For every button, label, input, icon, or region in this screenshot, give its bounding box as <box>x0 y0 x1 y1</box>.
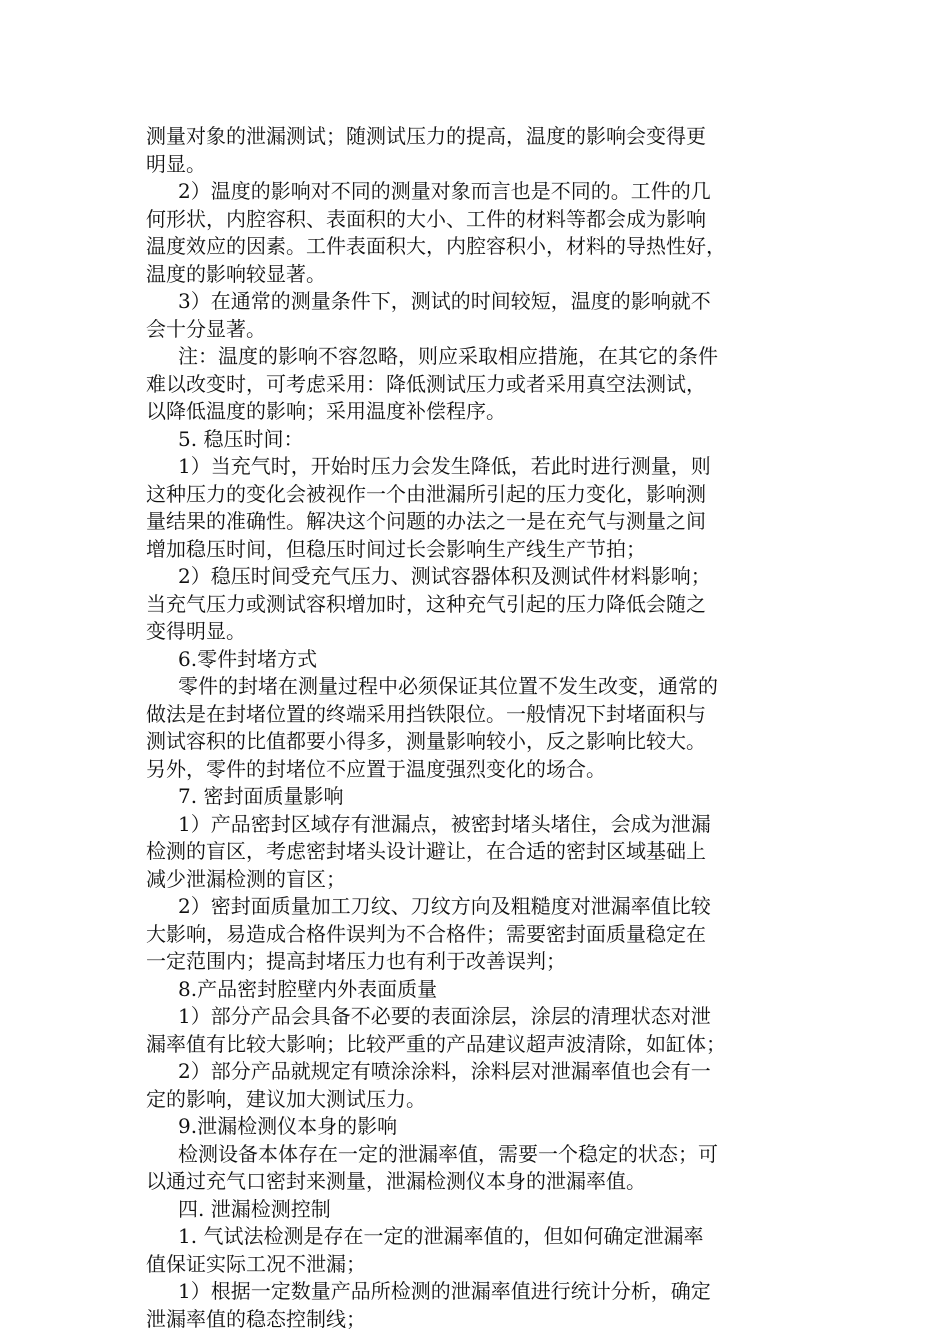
text-line: 这种压力的变化会被视作一个由泄漏所引起的压力变化，影响测 <box>146 481 706 506</box>
text-line: 2）稳压时间受充气压力、测试容器体积及测试件材料影响； <box>178 564 711 588</box>
document-body <box>146 123 786 1333</box>
text-line: 做法是在封堵位置的终端采用挡铁限位。一般情况下封堵面积与 <box>146 701 706 726</box>
text-line: 1）部分产品会具备不必要的表面涂层，涂层的清理状态对泄 <box>178 1004 711 1028</box>
text-line: 3）在通常的测量条件下，测试的时间较短，温度的影响就不 <box>178 289 711 313</box>
text-line: 值保证实际工况不泄漏； <box>146 1251 366 1276</box>
text-line: 泄漏率值的稳态控制线； <box>146 1306 366 1331</box>
text-line: 一定范围内；提高封堵压力也有利于改善误判； <box>146 949 566 973</box>
text-line: 6.零件封堵方式 <box>178 646 318 671</box>
text-line: 定的影响，建议加大测试压力。 <box>146 1086 426 1111</box>
text-line: 7. 密封面质量影响 <box>178 784 344 808</box>
text-line: 零件的封堵在测量过程中必须保证其位置不发生改变，通常的 <box>178 674 718 698</box>
text-line: 当充气压力或测试容积增加时，这种充气引起的压力降低会随之 <box>146 591 706 616</box>
text-line: 检测设备本体存在一定的泄漏率值，需要一个稳定的状态；可 <box>178 1141 718 1166</box>
text-line: 2）温度的影响对不同的测量对象而言也是不同的。工件的几 <box>178 179 711 203</box>
text-line: 增加稳压时间，但稳压时间过长会影响生产线生产节拍； <box>146 536 646 561</box>
text-line: 2）密封面质量加工刀纹、刀纹方向及粗糙度对泄漏率值比较 <box>178 894 711 918</box>
text-line: 难以改变时，可考虑采用：降低测试压力或者采用真空法测试， <box>146 371 706 396</box>
text-line: 8.产品密封腔壁内外表面质量 <box>178 976 438 1001</box>
text-line: 以通过充气口密封来测量，泄漏检测仪本身的泄漏率值。 <box>146 1169 646 1193</box>
text-line: 1. 气试法检测是存在一定的泄漏率值的，但如何确定泄漏率 <box>178 1224 704 1248</box>
text-line: 1）产品密封区域存有泄漏点，被密封堵头堵住，会成为泄漏 <box>178 811 711 836</box>
text-line: 注：温度的影响不容忽略，则应采取相应措施，在其它的条件 <box>178 344 718 368</box>
text-line: 5. 稳压时间： <box>178 426 304 451</box>
text-line: 2）部分产品就规定有喷涂涂料，涂料层对泄漏率值也会有一 <box>178 1059 711 1083</box>
text-line: 1）根据一定数量产品所检测的泄漏率值进行统计分析，确定 <box>178 1279 711 1303</box>
text-line: 9.泄漏检测仪本身的影响 <box>178 1114 398 1138</box>
text-line: 温度效应的因素。工件表面积大，内腔容积小，材料的导热性好， <box>146 234 726 258</box>
text-line: 检测的盲区，考虑密封堵头设计避让，在合适的密封区域基础上 <box>146 839 706 863</box>
text-line: 以降低温度的影响；采用温度补偿程序。 <box>146 399 506 423</box>
text-line: 明显。 <box>146 151 206 176</box>
text-line: 大影响，易造成合格件误判为不合格件；需要密封面质量稳定在 <box>146 921 706 946</box>
text-line: 漏率值有比较大影响；比较严重的产品建议超声波清除，如缸体； <box>146 1031 726 1056</box>
text-line: 四. 泄漏检测控制 <box>178 1196 331 1221</box>
text-line: 另外，零件的封堵位不应置于温度强烈变化的场合。 <box>146 756 606 781</box>
text-line: 减少泄漏检测的盲区； <box>146 866 346 891</box>
text-line: 会十分显著。 <box>146 316 266 341</box>
text-line: 1）当充气时，开始时压力会发生降低，若此时进行测量，则 <box>178 454 711 478</box>
text-line: 量结果的准确性。解决这个问题的办法之一是在充气与测量之间 <box>146 509 706 533</box>
text-line: 测试容积的比值都要小得多，测量影响较小，反之影响比较大。 <box>146 729 706 753</box>
text-line: 温度的影响较显著。 <box>146 261 326 286</box>
text-line: 何形状，内腔容积、表面积的大小、工件的材料等都会成为影响 <box>146 206 706 231</box>
text-line: 变得明显。 <box>146 619 246 643</box>
text-line: 测量对象的泄漏测试；随测试压力的提高，温度的影响会变得更 <box>146 124 706 148</box>
